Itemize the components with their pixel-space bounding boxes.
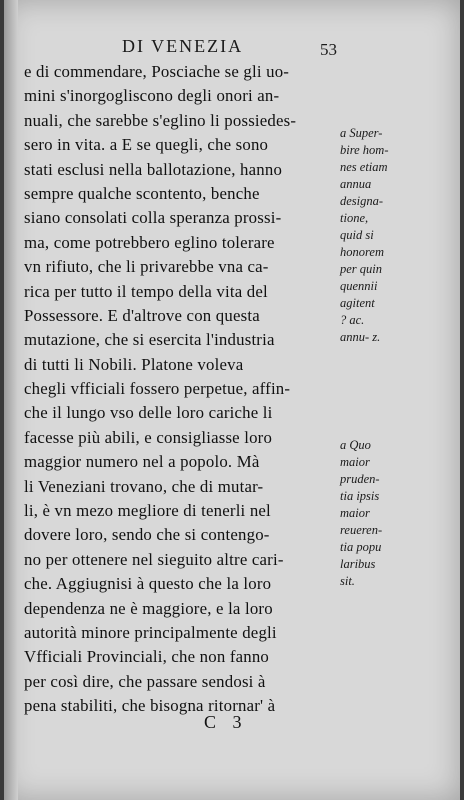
- margin-note-line: maior: [340, 506, 370, 520]
- text-line: vn rifiuto, che li privarebbe vna ca-: [24, 257, 269, 277]
- text-line: che. Aggiugnisi à questo che la loro: [24, 574, 272, 594]
- book-page: [4, 0, 460, 800]
- running-header: DI VENEZIA: [122, 36, 244, 56]
- text-line: Possessore. E d'altrove con questa: [24, 305, 260, 325]
- page-number: 53: [320, 40, 337, 59]
- text-line: ma, come potrebbero eglino tolerare: [24, 232, 275, 252]
- margin-note-line: a Quo: [340, 438, 371, 452]
- text-line: che il lungo vso delle loro cariche li: [24, 403, 273, 423]
- margin-note-line: honorem: [340, 245, 384, 259]
- margin-note-line: maior: [340, 455, 370, 469]
- text-line: chegli vfficiali fossero perpetue, affin-: [24, 379, 291, 399]
- margin-note-line: a Super-: [340, 126, 383, 140]
- text-line: no per ottenere nel sieguito altre cari-: [24, 549, 284, 569]
- margin-note-line: bire hom-: [340, 143, 389, 157]
- text-line: facesse più abili, e consigliasse loro: [24, 427, 273, 447]
- text-line: rica per tutto il tempo della vita del: [24, 281, 268, 301]
- text-line: per così dire, che passare sendosi à: [24, 671, 266, 691]
- text-line: stati esclusi nella ballotazione, hanno: [24, 159, 283, 179]
- margin-note-line: tione,: [340, 211, 369, 225]
- margin-note-line: nes etiam: [340, 160, 388, 174]
- text-line: dovere loro, sendo che si contengo-: [24, 525, 270, 545]
- text-line: dependenza ne è maggiore, e la loro: [24, 598, 273, 618]
- margin-note-line: reueren-: [340, 523, 383, 537]
- text-line: Vfficiali Provinciali, che non fanno: [24, 647, 270, 667]
- signature-mark: C 3: [204, 712, 248, 732]
- text-line: sero in vita. a E se quegli, che sono: [24, 135, 269, 155]
- text-line: autorità minore principalmente degli: [24, 622, 277, 642]
- margin-note-b: [340, 437, 440, 590]
- margin-note-line: agitent: [340, 296, 375, 310]
- margin-note-line: laribus: [340, 557, 376, 571]
- margin-note-line: quid si: [340, 228, 374, 242]
- text-line: siano consolati colla speranza prossi-: [24, 208, 282, 228]
- margin-note-line: designa-: [340, 194, 384, 208]
- text-line: maggior numero nel a popolo. Mà: [24, 452, 260, 472]
- text-line: mutazione, che si esercita l'industria: [24, 330, 275, 350]
- margin-note-line: tia popu: [340, 540, 382, 554]
- margin-note-line: sit.: [340, 574, 355, 588]
- text-line: pena stabiliti, che bisogna ritornar' à: [24, 696, 276, 716]
- margin-note-line: annua: [340, 177, 372, 191]
- text-line: sempre qualche scontento, benche: [24, 183, 260, 203]
- margin-note-line: quennii: [340, 279, 378, 293]
- text-line: mini s'inorgogliscono degli onori an-: [24, 86, 280, 106]
- margin-note-line: tia ipsis: [340, 489, 380, 503]
- margin-note-line: per quin: [340, 262, 383, 276]
- text-line: di tutti li Nobili. Platone voleva: [24, 354, 244, 374]
- text-line: e di commendare, Posciache se gli uo-: [24, 62, 290, 81]
- text-line: li, è vn mezo megliore di tenerli nel: [24, 501, 271, 521]
- margin-note-line: ? ac.: [340, 313, 365, 327]
- margin-note-line: pruden-: [340, 472, 380, 486]
- text-line: nuali, che sarebbe s'eglino li possiedes-: [24, 110, 297, 130]
- body-text: [24, 60, 339, 719]
- text-line: li Veneziani trovano, che di mutar-: [24, 476, 264, 496]
- margin-note-a: [340, 125, 440, 346]
- page-gutter: [4, 0, 18, 800]
- margin-note-line: annu- z.: [340, 330, 381, 344]
